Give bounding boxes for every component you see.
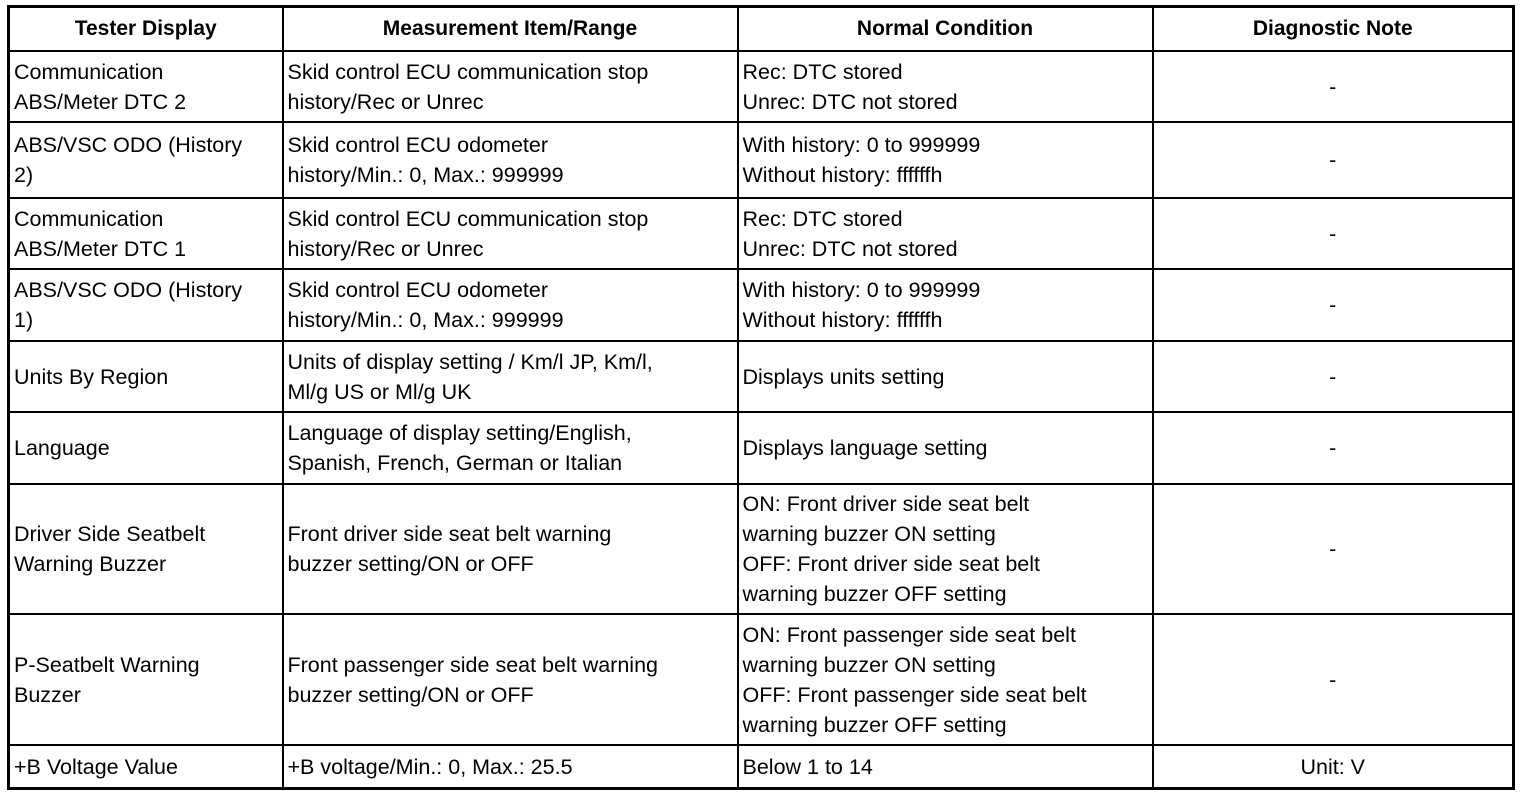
table-body: [9, 51, 1514, 789]
cell-normal-condition-line: Displays language setting: [742, 436, 988, 461]
cell-measurement-item-range-line: Spanish, French, German or Italian: [287, 451, 623, 476]
cell-tester-display: [9, 745, 283, 788]
cell-measurement-item-range-line: Units of display setting / Km/l JP, Km/l,: [287, 349, 653, 374]
cell-normal-condition: [738, 51, 1153, 122]
header-normal-condition: Normal Condition: [738, 7, 1153, 52]
table-header-row: [9, 7, 1514, 52]
cell-normal-condition-line: Unrec: DTC not stored: [742, 89, 958, 114]
table-row: [9, 198, 1514, 269]
cell-measurement-item-range: [283, 484, 738, 615]
cell-normal-condition-line: ON: Front driver side seat belt: [742, 492, 1030, 517]
table-row: [9, 51, 1514, 122]
cell-normal-condition-line: warning buzzer ON setting: [742, 522, 996, 547]
cell-tester-display: [9, 412, 283, 483]
cell-tester-display-line: Communication: [14, 206, 164, 231]
cell-tester-display-line: +B Voltage Value: [14, 754, 178, 779]
cell-measurement-item-range-line: history/Min.: 0, Max.: 999999: [287, 308, 564, 333]
header-diagnostic-note: Diagnostic Note: [1153, 7, 1514, 52]
cell-normal-condition-line: OFF: Front driver side seat belt: [742, 552, 1041, 577]
cell-measurement-item-range-line: Front driver side seat belt warning: [287, 522, 612, 547]
cell-tester-display: [9, 341, 283, 412]
cell-measurement-item-range-line: Front passenger side seat belt warning: [287, 652, 658, 677]
cell-normal-condition-line: ON: Front passenger side seat belt: [742, 622, 1076, 647]
cell-tester-display-line: ABS/VSC ODO (History: [14, 133, 243, 158]
table-row: [9, 269, 1514, 340]
cell-measurement-item-range: [283, 122, 738, 198]
table-row: [9, 745, 1514, 788]
cell-tester-display: [9, 269, 283, 340]
cell-diagnostic-note: -: [1153, 122, 1514, 198]
cell-normal-condition-line: Rec: DTC stored: [742, 206, 903, 231]
cell-measurement-item-range-line: Skid control ECU odometer: [287, 133, 548, 158]
cell-diagnostic-note: -: [1153, 198, 1514, 269]
cell-tester-display: [9, 122, 283, 198]
cell-diagnostic-note: -: [1153, 341, 1514, 412]
cell-tester-display-line: Units By Region: [14, 364, 169, 389]
table-row: [9, 341, 1514, 412]
cell-tester-display: [9, 614, 283, 745]
cell-diagnostic-note: -: [1153, 614, 1514, 745]
cell-measurement-item-range: [283, 269, 738, 340]
cell-normal-condition-line: Rec: DTC stored: [742, 59, 903, 84]
cell-tester-display-line: 2): [14, 163, 34, 188]
cell-tester-display-line: ABS/VSC ODO (History: [14, 278, 243, 303]
cell-measurement-item-range: [283, 614, 738, 745]
cell-normal-condition-line: Below 1 to 14: [742, 754, 873, 779]
cell-measurement-item-range-line: Language of display setting/English,: [287, 421, 632, 446]
cell-normal-condition: [738, 745, 1153, 788]
cell-measurement-item-range-line: history/Rec or Unrec: [287, 89, 484, 114]
cell-normal-condition-line: warning buzzer OFF setting: [742, 582, 1007, 607]
cell-diagnostic-note: -: [1153, 51, 1514, 122]
table-row: [9, 614, 1514, 745]
cell-measurement-item-range: [283, 412, 738, 483]
cell-measurement-item-range-line: buzzer setting/ON or OFF: [287, 682, 534, 707]
cell-diagnostic-note: -: [1153, 269, 1514, 340]
cell-normal-condition: [738, 269, 1153, 340]
cell-normal-condition-line: Without history: ffffffh: [742, 308, 943, 333]
cell-measurement-item-range-line: Skid control ECU communication stop: [287, 206, 649, 231]
cell-tester-display-line: ABS/Meter DTC 1: [14, 236, 187, 261]
cell-diagnostic-note: -: [1153, 412, 1514, 483]
cell-measurement-item-range-line: history/Min.: 0, Max.: 999999: [287, 163, 564, 188]
cell-normal-condition-line: warning buzzer ON setting: [742, 652, 996, 677]
cell-normal-condition: [738, 614, 1153, 745]
cell-normal-condition-line: With history: 0 to 999999: [742, 133, 981, 158]
cell-measurement-item-range-line: Skid control ECU odometer: [287, 278, 548, 303]
cell-normal-condition: [738, 412, 1153, 483]
header-tester-display: Tester Display: [9, 7, 283, 52]
cell-normal-condition: [738, 122, 1153, 198]
cell-tester-display-line: P-Seatbelt Warning: [14, 652, 200, 677]
cell-tester-display-line: Driver Side Seatbelt: [14, 522, 206, 547]
cell-normal-condition-line: Unrec: DTC not stored: [742, 236, 958, 261]
cell-measurement-item-range: [283, 198, 738, 269]
cell-normal-condition-line: Displays units setting: [742, 364, 945, 389]
cell-tester-display: [9, 198, 283, 269]
cell-tester-display-line: Communication: [14, 59, 164, 84]
cell-tester-display-line: Language: [14, 436, 110, 461]
cell-measurement-item-range-line: history/Rec or Unrec: [287, 236, 484, 261]
cell-measurement-item-range: [283, 341, 738, 412]
cell-normal-condition: [738, 198, 1153, 269]
cell-tester-display: [9, 484, 283, 615]
cell-tester-display-line: Warning Buzzer: [14, 552, 167, 577]
cell-tester-display-line: Buzzer: [14, 682, 81, 707]
spec-table-frame: [7, 5, 1512, 790]
cell-measurement-item-range: [283, 745, 738, 788]
cell-normal-condition: [738, 484, 1153, 615]
cell-normal-condition-line: OFF: Front passenger side seat belt: [742, 682, 1087, 707]
cell-measurement-item-range-line: buzzer setting/ON or OFF: [287, 552, 534, 577]
cell-tester-display-line: ABS/Meter DTC 2: [14, 89, 187, 114]
cell-normal-condition-line: With history: 0 to 999999: [742, 278, 981, 303]
cell-measurement-item-range-line: Ml/g US or Ml/g UK: [287, 379, 472, 404]
cell-tester-display-line: 1): [14, 308, 34, 333]
cell-measurement-item-range-line: Skid control ECU communication stop: [287, 59, 649, 84]
cell-measurement-item-range: [283, 51, 738, 122]
data-list-table: [7, 5, 1515, 790]
cell-normal-condition-line: warning buzzer OFF setting: [742, 712, 1007, 737]
table-row: [9, 412, 1514, 483]
cell-tester-display: [9, 51, 283, 122]
cell-diagnostic-note: -: [1153, 484, 1514, 615]
cell-measurement-item-range-line: +B voltage/Min.: 0, Max.: 25.5: [287, 754, 573, 779]
cell-normal-condition-line: Without history: ffffffh: [742, 163, 943, 188]
table-row: [9, 122, 1514, 198]
table-row: [9, 484, 1514, 615]
cell-diagnostic-note: Unit: V: [1153, 745, 1514, 788]
header-measurement-item-range: Measurement Item/Range: [283, 7, 738, 52]
cell-normal-condition: [738, 341, 1153, 412]
